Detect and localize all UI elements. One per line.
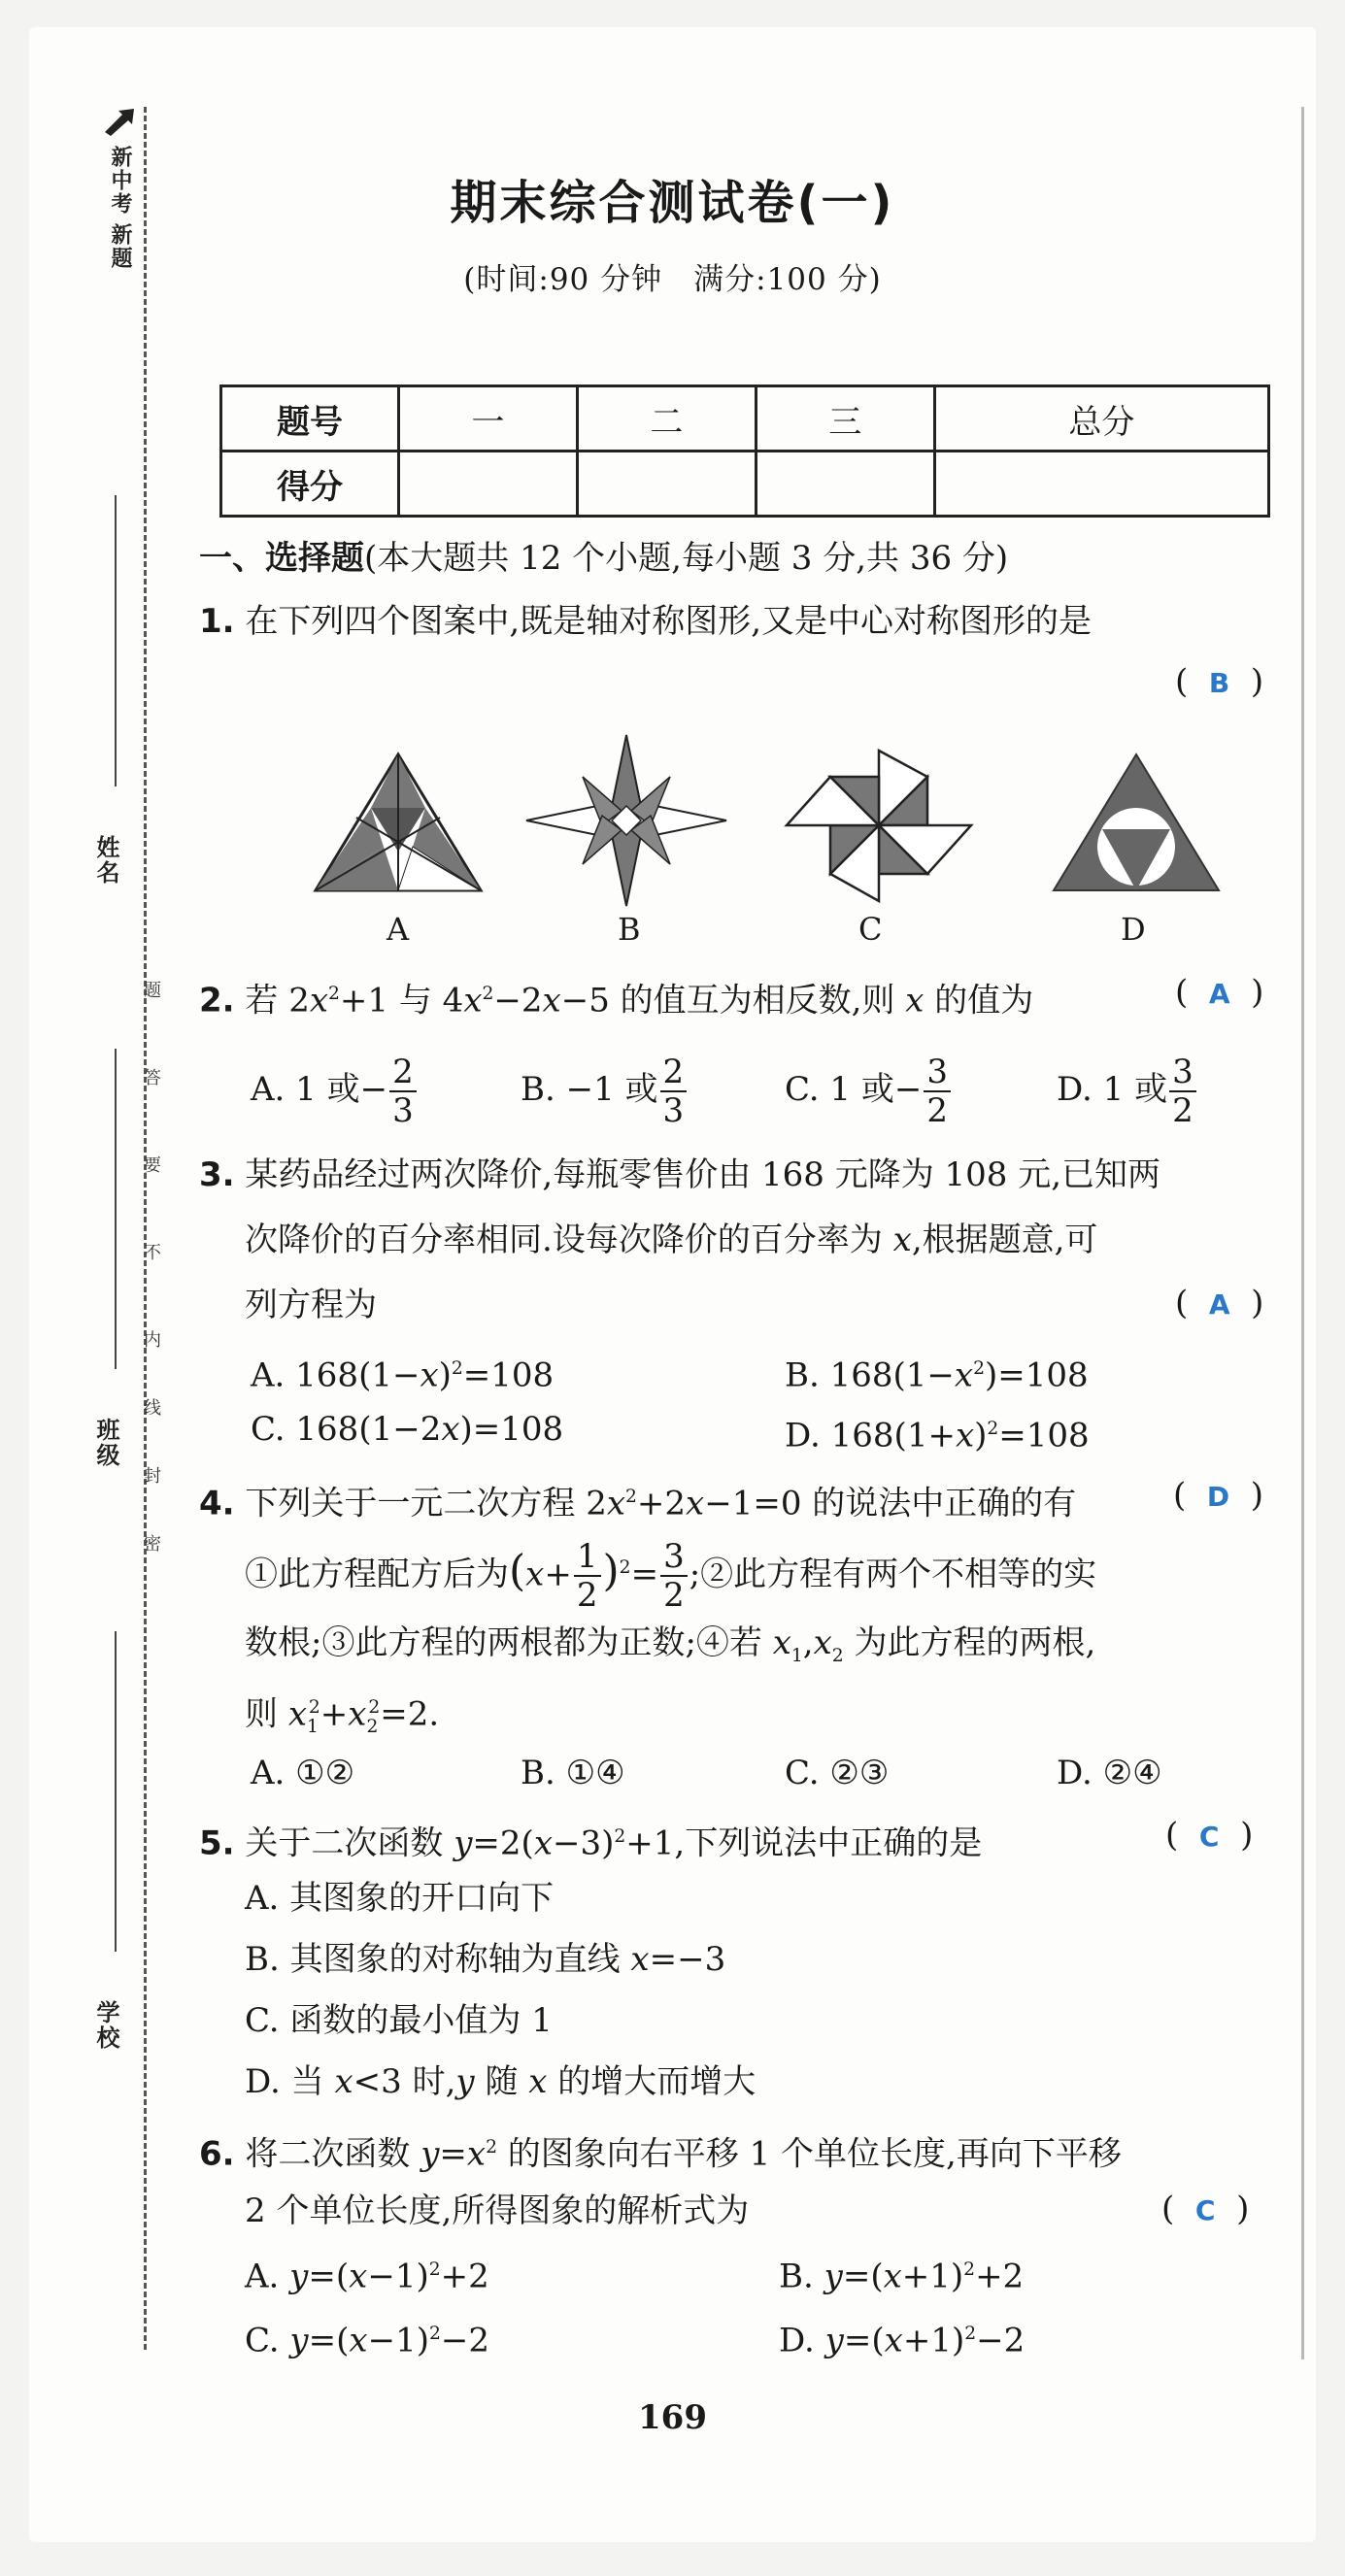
question-text: 为此方程的两根, [843,1623,1096,1662]
seal-char: 要 [141,1155,161,1173]
page-subtitle: (时间:90 分钟 满分:100 分) [463,262,882,297]
figure-a-triangle-icon [311,750,486,895]
answer-letter: D [1206,1481,1230,1513]
option-b: B. 其图象的对称轴为直线 x=−3 [245,1940,726,1979]
option-b: B. $y=(x+1)^2+2$ [779,2257,1025,2296]
option-d: D. $168(1+x)^2=108$ [785,1416,1090,1455]
fraction: $\frac{3}{2}$ [924,1055,951,1127]
option-a: A. $168(1-x)^2=108$ [251,1355,555,1395]
question-text: 则 [245,1694,288,1734]
question-4-line4: 则 $x_1^2+x_2^2=2$. [245,1694,440,1738]
question-number: 1. [199,602,235,641]
option-a: A. $y=(x-1)^2+2$ [245,2257,489,2296]
table-row [221,452,1269,517]
question-text: 将二次函数 [245,2134,421,2174]
option-text: <3 时, [353,2062,456,2101]
question-3-line3: 列方程为 [245,1286,377,1324]
question-text: 关于二次函数 [245,1823,454,1863]
answer-bracket: ( A ) [1175,973,1264,1012]
brand-top: 新中考 [108,146,132,216]
answer-bracket: ( A ) [1175,1284,1264,1322]
table-cell: 一 [399,386,578,452]
seal-char: 封 [141,1466,161,1484]
question-4-line2: ①此方程配方后为(x+ $\frac{1}{2}$ )$^2$= $\frac{3}{2}$ ;②此方程有两个不相等的实 [245,1537,1097,1616]
option-text: A. 1 或− [251,1070,388,1109]
option-d [1057,1051,1198,1128]
name-underline [115,495,117,786]
question-text: 次降价的百分率相同.设每次降价的百分率为 [245,1221,893,1259]
right-margin-rule [1301,107,1304,2359]
figure-label: A [387,911,410,948]
score-table [219,385,1270,518]
question-text: 的说法中正确的有 [801,1484,1077,1523]
question-text: ,下列说法中正确的是 [674,1823,983,1863]
option-d: D. 当 x<3 时,y 随 x 的增大而增大 [245,2062,757,2101]
score-input-cell[interactable] [399,452,578,517]
answer-bracket: ( D ) [1173,1476,1264,1515]
fraction: $\frac{2}{3}$ [660,1055,688,1127]
option-b [521,1051,689,1128]
question-text: 若 [245,981,289,1020]
question-4-line3: 数根;③此方程的两根都为正数;④若 $x_1,x_2$ 为此方程的两根, [245,1623,1096,1666]
question-4: 4. 下列关于一元二次方程 $2x^2+2x-1=0$ 的说法中正确的有 [199,1484,1077,1523]
question-text: 下列关于一元二次方程 [245,1484,587,1523]
figure-label: D [1121,911,1146,948]
answer-letter: B [1208,667,1230,699]
school-label: 学校 [92,2000,119,2051]
score-input-cell[interactable] [577,452,756,517]
option-b: B. ①④ [521,1754,625,1792]
answer-bracket: ( B ) [1175,662,1264,701]
fraction: $\frac{3}{2}$ [1169,1055,1196,1127]
answer-letter: C [1194,2194,1216,2226]
option-c: C. 函数的最小值为 1 [245,2001,553,2040]
option-a [251,1051,419,1128]
brand-bottom: 新题 [108,223,132,270]
question-text: 某药品经过两次降价,每瓶零售价由 168 元降为 108 元,已知两 [245,1155,1161,1194]
answer-bracket: ( C ) [1165,1816,1254,1855]
class-label: 班级 [92,1418,119,1468]
seal-char: 内 [141,1330,161,1348]
school-underline [115,1631,117,1952]
question-3 [199,1154,1160,1196]
question-1 [199,600,1092,643]
page-title: 期末综合测试卷(一) [450,176,895,230]
figure-label: C [858,911,883,948]
option-c [785,1051,953,1128]
score-input-cell[interactable] [756,452,934,517]
answer-bracket: ( C ) [1161,2190,1250,2228]
question-text: 的图象向右平移 1 个单位长度,再向下平移 [497,2134,1122,2174]
figure-b-star-icon [524,733,728,908]
fraction: $\frac{1}{2}$ [574,1540,601,1612]
answer-letter: A [1208,978,1230,1010]
option-text: D. 当 [245,2062,335,2101]
question-text: 数根;③此方程的两根都为正数;④若 [245,1623,773,1662]
table-cell: 三 [756,386,934,452]
question-text: 与 [388,981,443,1020]
section-note: (本大题共 12 个小题,每小题 3 分,共 36 分) [364,539,1009,578]
question-6-line2: 2 个单位长度,所得图象的解析式为 [245,2191,750,2230]
question-number: 6. [199,2134,235,2174]
table-row [221,386,1269,452]
option-c: C. $y=(x-1)^2-2$ [245,2321,489,2360]
option-a: A. 其图象的开口向下 [245,1879,555,1918]
brand-arrow-icon [101,107,140,136]
seal-char: 密 [141,1534,161,1552]
question-5: 5. 关于二次函数 $y=2(x-3)^2+1$,下列说法中正确的是 [199,1823,983,1863]
score-input-cell[interactable] [934,452,1268,517]
option-text: B. 其图象的对称轴为直线 [245,1940,631,1979]
question-text: ,根据题意,可 [911,1221,1098,1259]
table-cell: 得分 [221,452,399,517]
option-text: C. 1 或− [785,1070,923,1109]
class-underline [115,1049,117,1369]
table-cell: 总分 [934,386,1268,452]
option-d: D. ②④ [1057,1754,1162,1792]
question-6: 6. 将二次函数 $y=x^2$ 的图象向右平移 1 个单位长度,再向下平移 [199,2134,1122,2174]
question-text: 的值为 [924,981,1034,1020]
question-2: 2. 若 $2x^2+1$ 与 $4x^2-2x-5$ 的值互为相反数,则 x 的值为 [199,981,1034,1020]
question-text: 的值互为相反数,则 [609,981,906,1020]
option-text: D. 1 或 [1057,1070,1168,1109]
seal-char: 题 [141,981,161,998]
section-heading [199,537,1008,580]
figure-c-pinwheel-icon [782,746,976,906]
question-text: 在下列四个图案中,既是轴对称图形,又是中心对称图形的是 [245,602,1093,641]
option-a: A. ①② [251,1754,355,1792]
binding-dashed-line [144,107,147,2350]
seal-char: 答 [141,1068,161,1086]
option-text: 的增大而增大 [547,2062,757,2101]
question-number: 3. [199,1155,235,1194]
fraction: $\frac{3}{2}$ [660,1540,688,1612]
figure-label: B [618,911,641,948]
answer-letter: C [1198,1821,1220,1853]
option-d: D. $y=(x+1)^2-2$ [779,2321,1026,2360]
fraction: $\frac{2}{3}$ [389,1055,417,1127]
question-text: ①此方程配方后为 [245,1555,509,1594]
seal-char: 不 [141,1243,161,1260]
page-number: 169 [638,2398,707,2437]
question-3-line2: 次降价的百分率相同.设每次降价的百分率为 x,根据题意,可 [245,1221,1098,1259]
section-title: 一、选择题 [199,539,364,578]
option-c: C. ②③ [785,1754,890,1792]
seal-char: 线 [141,1398,161,1416]
option-c: C. 168(1−2x)=108 [251,1410,564,1449]
name-label: 姓名 [92,835,119,886]
option-text: B. −1 或 [521,1070,658,1109]
question-number: 2. [199,981,235,1020]
table-cell: 二 [577,386,756,452]
table-cell: 题号 [221,386,399,452]
question-number: 4. [199,1484,235,1523]
answer-letter: A [1208,1288,1230,1321]
question-text: ;②此方程有两个不相等的实 [689,1555,1097,1594]
figure-d-triangle-circle-icon [1049,750,1224,895]
option-b: B. $168(1-x^2)=108$ [785,1355,1089,1395]
option-text: 随 [474,2062,529,2101]
question-number: 5. [199,1823,235,1863]
